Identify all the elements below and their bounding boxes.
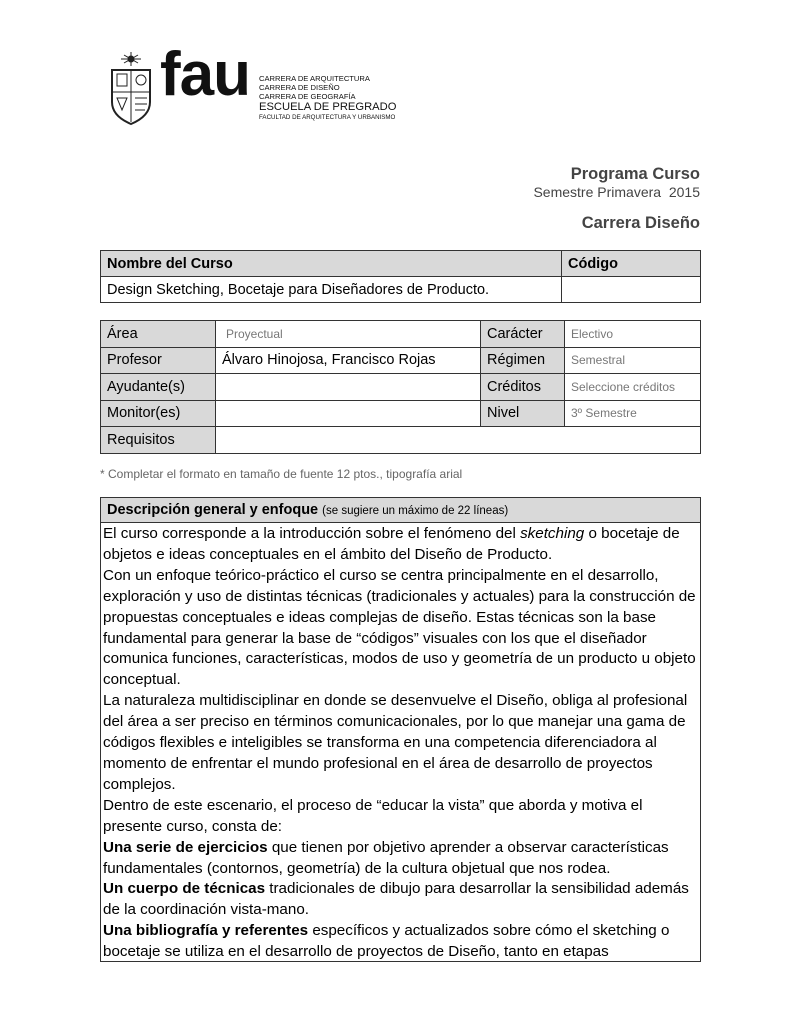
description-heading: Descripción general y enfoque <box>107 502 319 518</box>
nivel-label: Nivel <box>481 400 565 427</box>
program-title: Programa Curso <box>570 165 700 183</box>
institution-block <box>259 74 396 121</box>
semester-label: Semestre Primavera 2015 <box>533 184 700 200</box>
bold-text: Un cuerpo de técnicas <box>103 880 266 898</box>
nivel-field[interactable]: 3º Semestre <box>565 400 701 427</box>
course-name-value[interactable]: Design Sketching, Bocetaje para Diseñadores de Producto. <box>101 277 562 303</box>
text-run: o bocetaje de objetos e ideas conceptuales en el ámbito del Diseño de Producto. <box>103 525 680 563</box>
ayudante-label: Ayudante(s) <box>101 374 216 401</box>
description-heading-note: (se sugiere un máximo de 22 líneas) <box>322 505 509 517</box>
caracter-label: Carácter <box>481 321 565 348</box>
course-name-table <box>100 250 701 303</box>
bold-text: Una bibliografía y referentes <box>103 922 309 940</box>
paragraph <box>103 524 698 566</box>
text-run: El curso corresponde a la introducción sobre el fenómeno del <box>103 525 521 542</box>
requisitos-label: Requisitos <box>101 427 216 454</box>
course-details-table <box>100 320 701 454</box>
faculty-logo <box>108 40 408 130</box>
text-run: específicos y actualizados sobre cómo el sketching o bocetaje se utiliza en el desarrollo de proyectos de Diseño, tanto en etapas <box>103 922 670 961</box>
paragraph <box>103 921 698 962</box>
university-shield-icon <box>108 50 154 126</box>
text-run: que tienen por objetivo aprender a observar características fundamentales (contornos, geometría) de la cultura objetual que nos rodea. <box>103 838 669 877</box>
description-section <box>100 497 701 962</box>
ayudante-field[interactable] <box>216 374 481 401</box>
emphasis-text: sketching <box>520 525 585 542</box>
course-code-header: Código <box>562 251 701 277</box>
monitor-label: Monitor(es) <box>101 400 216 427</box>
career-title: Carrera Diseño <box>581 214 700 232</box>
paragraph <box>103 838 698 880</box>
format-note: * Completar el formato en tamaño de fuente 12 ptos., tipografía arial <box>100 467 463 481</box>
text-run: tradicionales de dibujo para desarrollar la sensibilidad además de la coordinación vista-mano. <box>103 880 689 919</box>
creditos-field[interactable]: Seleccione créditos <box>565 374 701 401</box>
institution-line: CARRERA DE GEOGRAFÍA <box>259 92 356 101</box>
paragraph: La naturaleza multidisciplinar en donde se desenvuelve el Diseño, obliga al profesional del área a ser preciso en términos comunicacionales, por lo que manejar una gama de códigos flexibles e inteligibles se transforma en una competencia diferenciadora al momento de enfrentar el mundo profesional en el área de desarrollo de proyectos complejos. <box>103 692 688 793</box>
paragraph: Con un enfoque teórico-práctico el curso se centra principalmente en el desarrollo, exploración y uso de distintas técnicas (tradicionales y actuales) para la construcción de propuestas conceptuales e ideas complejas de diseño. Estas técnicas son la base fundamental para generar la base de “códigos” visuales con los que el diseñador comunica funciones, características, modos de uso y geometría de un producto u objeto conceptual. <box>103 566 696 689</box>
profesor-field[interactable]: Álvaro Hinojosa, Francisco Rojas <box>216 347 481 374</box>
logo-wordmark: fau <box>160 40 250 109</box>
faculty-name: FACULTAD DE ARQUITECTURA Y URBANISMO <box>259 114 396 121</box>
caracter-field[interactable]: Electivo <box>565 321 701 348</box>
profesor-label: Profesor <box>101 347 216 374</box>
description-text[interactable] <box>101 523 700 962</box>
paragraph <box>103 879 698 921</box>
area-label: Área <box>101 321 216 348</box>
institution-line: CARRERA DE DISEÑO <box>259 83 340 92</box>
course-code-value[interactable] <box>562 277 701 303</box>
regimen-field[interactable]: Semestral <box>565 347 701 374</box>
bold-text: Una serie de ejercicios <box>103 838 268 856</box>
area-field[interactable]: Proyectual <box>216 321 481 348</box>
school-name: ESCUELA DE PREGRADO <box>259 101 397 113</box>
creditos-label: Créditos <box>481 374 565 401</box>
description-header <box>101 498 700 523</box>
paragraph: Dentro de este escenario, el proceso de “educar la vista” que aborda y motiva el presente curso, consta de: <box>103 796 643 835</box>
monitor-field[interactable] <box>216 400 481 427</box>
requisitos-field[interactable] <box>216 427 701 454</box>
institution-line: CARRERA DE ARQUITECTURA <box>259 74 370 83</box>
course-name-header: Nombre del Curso <box>101 251 562 277</box>
regimen-label: Régimen <box>481 347 565 374</box>
title-block <box>533 164 700 233</box>
